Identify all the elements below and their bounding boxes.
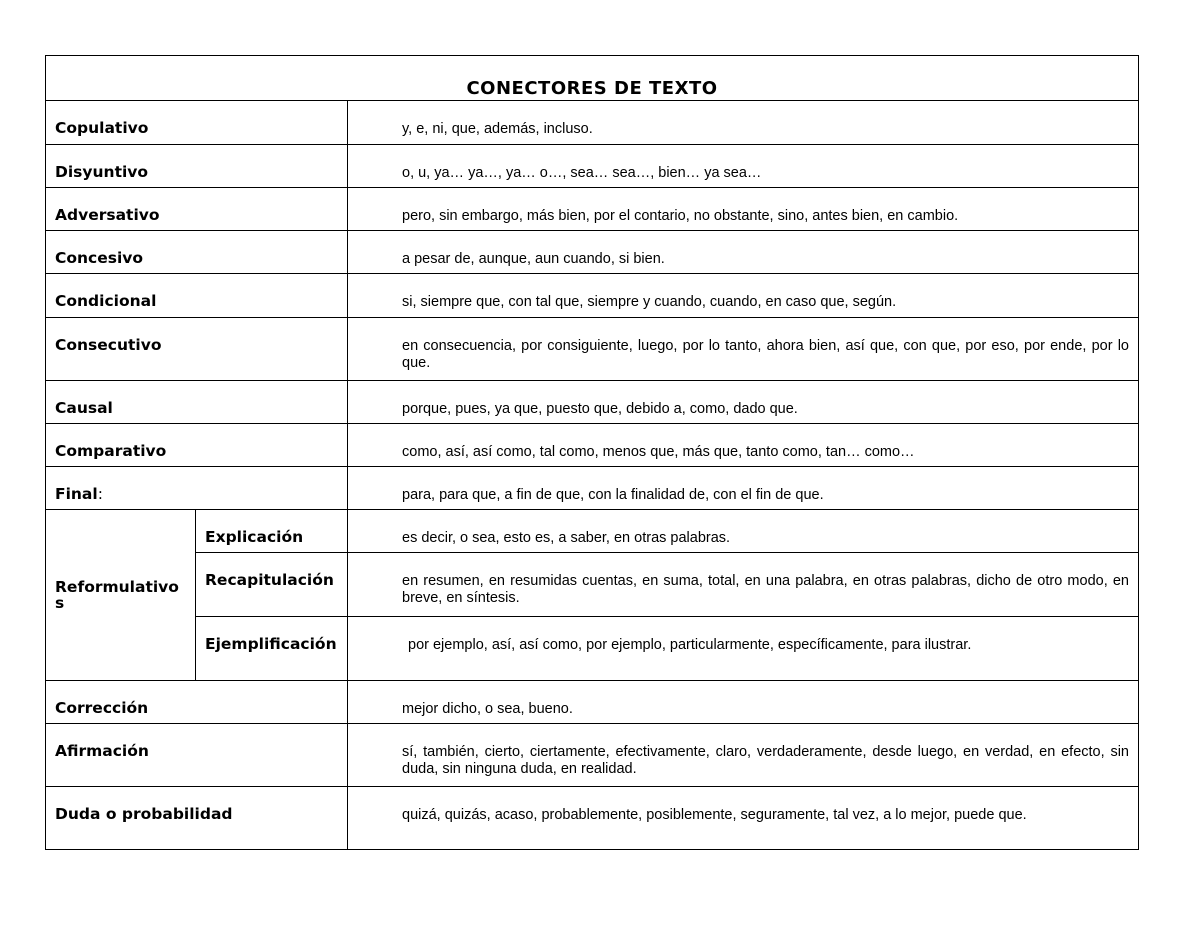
- sub-text-ejemplificacion: por ejemplo, así, así como, por ejemplo, particularmente, específicamente, para ilustrar.: [348, 617, 1139, 681]
- table-row: [46, 681, 1139, 724]
- group-label-reformulativos: Reformulativos: [46, 510, 196, 681]
- row-text-concesivo: a pesar de, aunque, aun cuando, si bien.: [348, 231, 1139, 274]
- row-label-final-text: Final: [55, 485, 98, 503]
- table-row: [46, 318, 1139, 381]
- row-text-comparativo: como, así, así como, tal como, menos que, más que, tanto como, tan… como…: [348, 424, 1139, 467]
- table-row: [46, 467, 1139, 510]
- row-text-final: para, para que, a fin de que, con la finalidad de, con el fin de que.: [348, 467, 1139, 510]
- sub-label-explicacion: Explicación: [196, 510, 348, 553]
- table-title: CONECTORES DE TEXTO: [466, 78, 718, 99]
- sub-label-recapitulacion: Recapitulación: [196, 553, 348, 617]
- table-row: [46, 510, 1139, 553]
- table-row: [46, 188, 1139, 231]
- connectors-table: [45, 55, 1139, 850]
- row-label-afirmacion: Afirmación: [46, 724, 348, 787]
- table-row: [46, 145, 1139, 188]
- sub-text-recapitulacion: en resumen, en resumidas cuentas, en suma, total, en una palabra, en otras palabras, dicho de otro modo, en breve, en síntesis.: [348, 553, 1139, 617]
- row-text-afirmacion: sí, también, cierto, ciertamente, efectivamente, claro, verdaderamente, desde luego, en verdad, en efecto, sin duda, sin ninguna duda, en realidad.: [348, 724, 1139, 787]
- sub-text-explicacion: es decir, o sea, esto es, a saber, en otras palabras.: [348, 510, 1139, 553]
- table-row: [46, 724, 1139, 787]
- table-row: [46, 231, 1139, 274]
- row-label-final: [46, 467, 348, 510]
- row-text-condicional: si, siempre que, con tal que, siempre y cuando, cuando, en caso que, según.: [348, 274, 1139, 318]
- table-row: [46, 381, 1139, 424]
- table-row: [46, 274, 1139, 318]
- table-title-cell: [46, 56, 1139, 101]
- row-label-condicional: Condicional: [46, 274, 348, 318]
- row-text-correccion: mejor dicho, o sea, bueno.: [348, 681, 1139, 724]
- row-label-concesivo: Concesivo: [46, 231, 348, 274]
- row-label-comparativo: Comparativo: [46, 424, 348, 467]
- table-row: [46, 787, 1139, 850]
- row-label-adversativo: Adversativo: [46, 188, 348, 231]
- row-text-consecutivo: en consecuencia, por consiguiente, luego, por lo tanto, ahora bien, así que, con que, por eso, por ende, por lo que.: [348, 318, 1139, 381]
- row-label-causal: Causal: [46, 381, 348, 424]
- table-row: [46, 101, 1139, 145]
- sub-label-ejemplificacion: Ejemplificación: [196, 617, 348, 681]
- row-label-correccion: Corrección: [46, 681, 348, 724]
- row-text-duda: quizá, quizás, acaso, probablemente, posiblemente, seguramente, tal vez, a lo mejor, puede que.: [348, 787, 1139, 850]
- row-label-consecutivo: Consecutivo: [46, 318, 348, 381]
- row-text-disyuntivo: o, u, ya… ya…, ya… o…, sea… sea…, bien… ya sea…: [348, 145, 1139, 188]
- row-label-final-colon: :: [97, 485, 103, 503]
- row-text-adversativo: pero, sin embargo, más bien, por el contario, no obstante, sino, antes bien, en cambio.: [348, 188, 1139, 231]
- table-row: [46, 617, 1139, 681]
- row-label-disyuntivo: Disyuntivo: [46, 145, 348, 188]
- table-row: [46, 424, 1139, 467]
- row-text-copulativo: y, e, ni, que, además, incluso.: [348, 101, 1139, 145]
- table-row: [46, 553, 1139, 617]
- row-label-copulativo: Copulativo: [46, 101, 348, 145]
- row-label-duda: Duda o probabilidad: [46, 787, 348, 850]
- row-text-causal: porque, pues, ya que, puesto que, debido a, como, dado que.: [348, 381, 1139, 424]
